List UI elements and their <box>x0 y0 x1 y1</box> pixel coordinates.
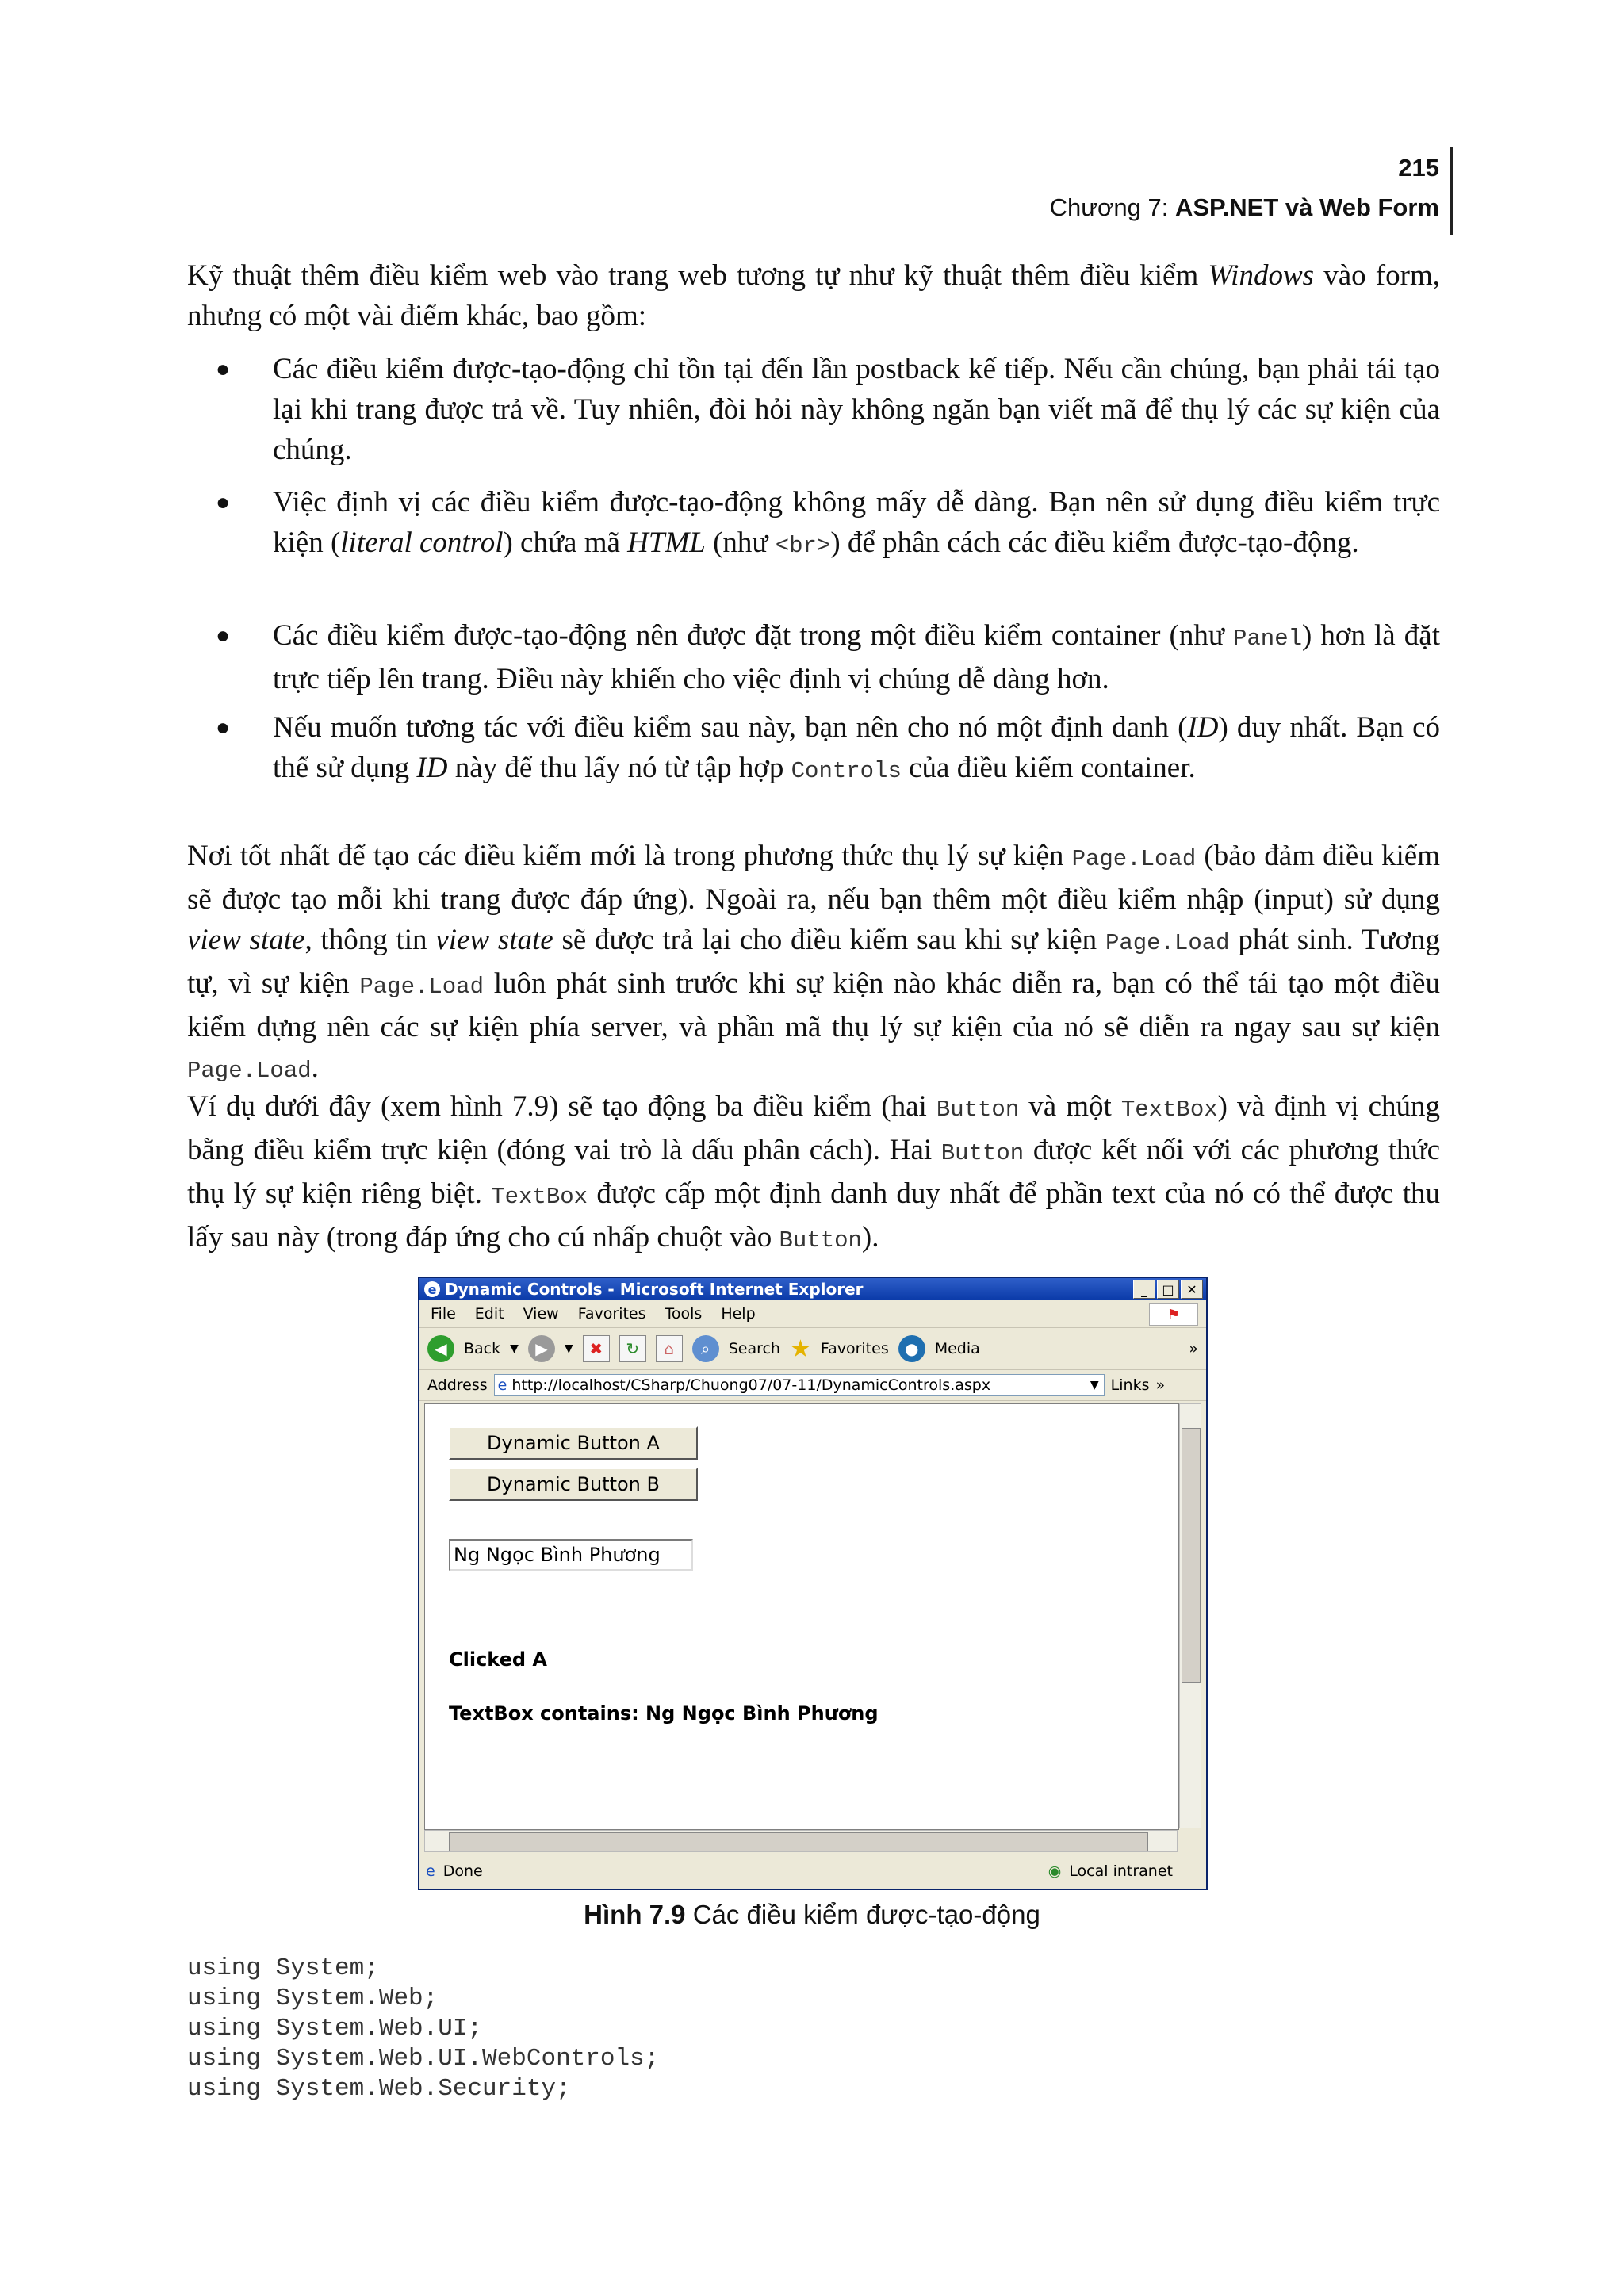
menu-view[interactable]: View <box>523 1305 559 1323</box>
b2-text-a: Việc định vị các điều kiểm được-tạo-động không mấy dễ dàng. Bạn nên sử dụng điều kiểm trực kiện ( <box>273 486 1440 559</box>
paragraph-page-load <box>187 836 1440 1091</box>
p2-text-a: Nơi tốt nhất để tạo các điều kiểm mới là trong phương thức thụ lý sự kiện <box>187 840 1072 872</box>
maximize-icon[interactable]: □ <box>1157 1280 1179 1299</box>
page-icon: e <box>497 1376 508 1394</box>
p3-code-2: TextBox <box>1120 1097 1218 1123</box>
p2-text-e: phát sinh. Tương tự, vì sự kiện <box>187 924 1441 1000</box>
dynamic-button-a[interactable]: Dynamic Button A <box>449 1426 698 1460</box>
window-titlebar <box>419 1278 1206 1300</box>
menu-bar <box>419 1300 1206 1328</box>
b2-em-html: HTML <box>627 526 706 559</box>
code-line: using System.Web; <box>187 1985 439 2012</box>
horizontal-scrollbar[interactable] <box>424 1830 1178 1852</box>
code-line: using System.Web.UI.WebControls; <box>187 2045 660 2073</box>
bullet-dot-icon: ● <box>216 622 231 649</box>
figure-label: Hình 7.9 <box>584 1900 686 1929</box>
address-label: Address <box>427 1376 488 1394</box>
intro-em-windows: Windows <box>1208 259 1315 292</box>
status-page-icon: e <box>426 1862 435 1880</box>
b2-text-d: ) để phân cách các điều kiểm được-tạo-động. <box>830 526 1359 559</box>
b2-em-literal: literal control <box>340 526 504 559</box>
window-title: Dynamic Controls - Microsoft Internet Explorer <box>445 1280 864 1299</box>
search-icon[interactable]: ⌕ <box>692 1335 719 1362</box>
b4-text-b: ) duy nhất. Bạn có thể sử dụng <box>273 711 1440 784</box>
windows-flag-icon: ⚑ <box>1149 1303 1198 1326</box>
menu-edit[interactable]: Edit <box>474 1305 504 1323</box>
toolbar-overflow-icon[interactable]: » <box>1189 1340 1198 1357</box>
p3-code-3: Button <box>940 1140 1025 1166</box>
favorites-label[interactable]: Favorites <box>820 1340 889 1357</box>
chapter-prefix: Chương 7: <box>1049 193 1175 221</box>
intro-paragraph <box>187 255 1440 336</box>
vertical-scroll-thumb[interactable] <box>1182 1428 1201 1683</box>
p3-text-c: ) và định vị chúng bằng điều kiểm trực kiện (đóng vai trò là dấu phân cách). Hai <box>187 1090 1440 1166</box>
horizontal-scroll-thumb[interactable] <box>449 1832 1148 1851</box>
b2-text-b: ) chứa mã <box>503 526 628 559</box>
p2-text-c: , thông tin <box>304 924 436 956</box>
status-bar <box>419 1857 1212 1885</box>
p3-text-d: được kết nối với các phương thức thụ lý sự kiện riêng biệt. <box>187 1134 1440 1210</box>
media-globe-icon[interactable]: ● <box>898 1335 925 1362</box>
code-line: using System.Web.UI; <box>187 2015 483 2042</box>
bullet-text-2 <box>273 482 1440 566</box>
ie-window-screenshot <box>418 1277 1208 1890</box>
header-rule <box>1450 147 1453 235</box>
page-viewport <box>424 1403 1179 1830</box>
p3-text-b: và một <box>1019 1090 1121 1123</box>
p2-text-b: (bảo đảm điều kiểm sẽ được tạo mỗi khi trang được đáp ứng). Ngoài ra, nếu bạn thêm một điều kiểm nhập (input) sử dụng <box>187 840 1440 916</box>
vertical-scrollbar[interactable] <box>1179 1403 1201 1828</box>
p3-text-f: ). <box>861 1221 879 1254</box>
textbox-contains-label: TextBox contains: Ng Ngọc Bình Phương <box>449 1702 879 1725</box>
back-dropdown-icon[interactable]: ▼ <box>510 1342 519 1355</box>
chapter-title: ASP.NET và Web Form <box>1174 193 1439 221</box>
clicked-label: Clicked A <box>449 1648 547 1671</box>
menu-help[interactable]: Help <box>721 1305 756 1323</box>
browser-toolbar <box>419 1328 1206 1370</box>
b3-text-a: Các điều kiểm được-tạo-động nên được đặt trong một điều kiểm container (như <box>273 619 1233 652</box>
window-controls <box>1133 1280 1206 1299</box>
p2-text-f: luôn phát sinh trước khi sự kiện nào khác diễn ra, bạn có thể tái tạo một điều kiểm dựng nên các sự kiện phía server, và phần mã thụ lý sự kiện của nó sẽ diễn ra ngay sau sự kiện <box>187 967 1440 1043</box>
p2-code-1: Page.Load <box>1071 846 1197 872</box>
address-bar <box>419 1370 1206 1401</box>
dynamic-button-b[interactable]: Dynamic Button B <box>449 1468 698 1501</box>
b4-em-id: ID <box>1187 711 1219 744</box>
refresh-icon[interactable]: ↻ <box>619 1335 646 1362</box>
page-number: 215 <box>1398 154 1439 182</box>
b3-code-panel: Panel <box>1232 626 1302 652</box>
p2-em-2: view state <box>435 924 553 956</box>
figure-caption-text: Các điều kiểm được-tạo-động <box>685 1900 1040 1929</box>
b4-text-d: của điều kiểm container. <box>901 752 1196 784</box>
p2-text-d: sẽ được trả lại cho điều kiểm sau khi sự kiện <box>553 924 1105 956</box>
p2-text-g: . <box>311 1051 319 1084</box>
dynamic-textbox[interactable]: Ng Ngọc Bình Phương <box>449 1539 693 1571</box>
menu-tools[interactable]: Tools <box>665 1305 703 1323</box>
address-input[interactable] <box>494 1374 1105 1396</box>
b3-text-b: ) hơn là đặt trực tiếp lên trang. Điều này khiến cho việc định vị chúng dễ dàng hơn. <box>273 619 1440 695</box>
status-done: Done <box>442 1862 483 1880</box>
bullet-dot-icon: ● <box>216 489 231 515</box>
b2-text-c: (như <box>705 526 776 559</box>
back-label[interactable]: Back <box>464 1340 501 1357</box>
menu-file[interactable]: File <box>431 1305 456 1323</box>
status-zone: Local intranet <box>1069 1862 1173 1880</box>
close-icon[interactable]: ✕ <box>1181 1280 1203 1299</box>
code-line: using System.Web.Security; <box>187 2075 571 2103</box>
forward-arrow-icon[interactable]: ▶ <box>528 1335 555 1362</box>
bullet-dot-icon: ● <box>216 356 231 382</box>
menu-favorites[interactable]: Favorites <box>577 1305 646 1323</box>
p3-code-4: TextBox <box>491 1184 588 1210</box>
media-label[interactable]: Media <box>934 1340 980 1357</box>
b4-text-a: Nếu muốn tương tác với điều kiểm sau này, bạn nên cho nó một định danh ( <box>273 711 1188 744</box>
links-overflow-icon[interactable]: » <box>1155 1376 1166 1394</box>
address-url: http://localhost/CSharp/Chuong07/07-11/DynamicControls.aspx <box>511 1376 991 1394</box>
intranet-icon: ◉ <box>1048 1862 1062 1880</box>
chapter-header <box>1050 193 1439 222</box>
forward-dropdown-icon[interactable]: ▼ <box>564 1342 573 1355</box>
p3-text-e: được cấp một định danh duy nhất để phần text của nó có thể được thu lấy sau này (trong đáp ứng cho cú nhấp chuột vào <box>187 1177 1440 1254</box>
b2-code-br: <br> <box>775 533 831 559</box>
ie-logo-icon: e <box>424 1281 440 1297</box>
p3-code-1: Button <box>936 1097 1020 1123</box>
bullet-text-1: Các điều kiểm được-tạo-động chỉ tồn tại đến lần postback kế tiếp. Nếu cần chúng, bạn phải tái tạo lại khi trang được trả về. Tuy nhiên, đòi hỏi này không ngăn bạn viết mã để thụ lý các sự kiện của chúng. <box>273 353 1440 466</box>
b4-em-id-2: ID <box>416 752 448 784</box>
bullet-text-3 <box>273 615 1440 699</box>
stop-icon[interactable]: ✖ <box>583 1335 610 1362</box>
bullet-text-4 <box>273 707 1440 791</box>
code-block <box>187 1954 659 2104</box>
b4-text-c: này để thu lấy nó từ tập hợp <box>447 752 791 784</box>
favorites-star-icon[interactable]: ★ <box>789 1334 811 1363</box>
p2-code-3: Page.Load <box>359 974 484 1000</box>
minimize-icon[interactable]: _ <box>1133 1280 1155 1299</box>
paragraph-example <box>187 1086 1440 1261</box>
p2-em-1: view state <box>187 924 305 956</box>
code-line: using System; <box>187 1954 379 1982</box>
bullet-dot-icon: ● <box>216 714 231 741</box>
p3-code-5: Button <box>779 1227 862 1254</box>
search-label[interactable]: Search <box>728 1340 780 1357</box>
p2-code-2: Page.Load <box>1105 930 1230 956</box>
b4-code-controls: Controls <box>791 758 902 784</box>
back-arrow-icon[interactable]: ◀ <box>427 1335 454 1362</box>
address-dropdown-icon[interactable]: ▼ <box>1090 1379 1099 1391</box>
figure-caption <box>0 1900 1624 1930</box>
home-icon[interactable]: ⌂ <box>656 1335 683 1362</box>
intro-text-1: Kỹ thuật thêm điều kiểm web vào trang web tương tự như kỹ thuật thêm điều kiểm <box>187 259 1208 292</box>
p2-code-4: Page.Load <box>187 1058 312 1084</box>
p3-text-a: Ví dụ dưới đây (xem hình 7.9) sẽ tạo động ba điều kiểm (hai <box>187 1090 936 1123</box>
intro-text-2: vào form, nhưng có một vài điểm khác, bao gồm: <box>187 259 1440 332</box>
links-label[interactable]: Links <box>1110 1376 1150 1394</box>
